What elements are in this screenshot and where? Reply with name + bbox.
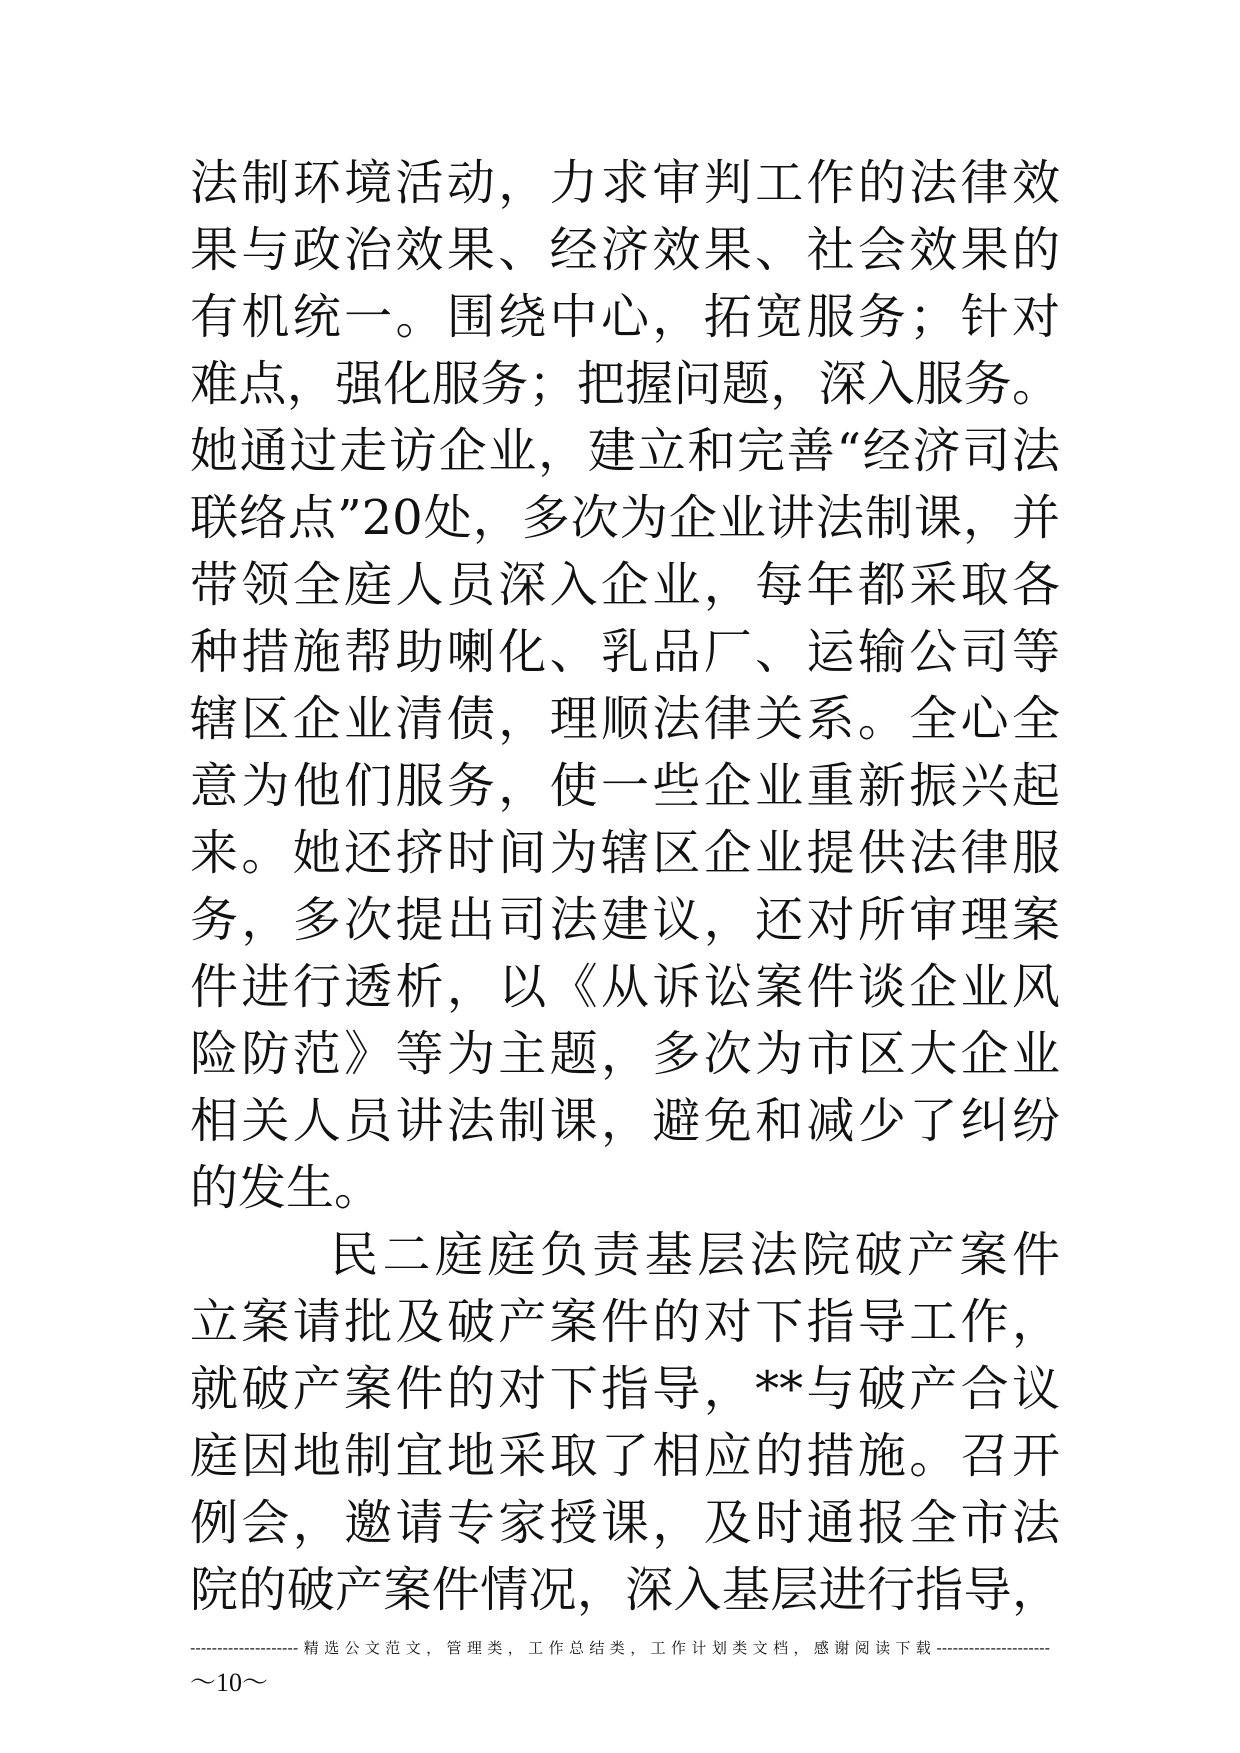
- text-line: 意为他们服务，使一些企业重新振兴起: [190, 758, 1060, 814]
- text-line: 法制环境活动，力求审判工作的法律效: [190, 155, 1060, 211]
- text-line: 来。她还挤时间为辖区企业提供法律服: [190, 825, 1060, 881]
- text-line: 庭因地制宜地采取了相应的措施。召开: [190, 1428, 1060, 1484]
- text-line: 有机统一。围绕中心，拓宽服务；针对: [190, 289, 1060, 345]
- paragraph-start-line: 民二庭庭负责基层法院破产案件: [330, 1227, 1060, 1283]
- footer-text: --------------------精选公文范文，管理类，工作总结类，工作计划类文档，感谢阅读下载---------------------: [190, 1639, 1050, 1657]
- text-line: 件进行透析，以《从诉讼案件谈企业风: [190, 959, 1060, 1015]
- text-line: 果与政治效果、经济效果、社会效果的: [190, 222, 1060, 278]
- body-text: [190, 150, 1060, 1624]
- text-line: 险防范》等为主题，多次为市区大企业: [190, 1026, 1060, 1082]
- text-line: 她通过走访企业，建立和完善“经济司法: [190, 423, 1060, 479]
- text-line: 带领全庭人员深入企业，每年都采取各: [190, 557, 1060, 613]
- text-line: 种措施帮助喇化、乳品厂、运输公司等: [190, 624, 1060, 680]
- text-line: 辖区企业清债，理顺法律关系。全心全: [190, 691, 1060, 747]
- text-line: 就破产案件的对下指导，**与破产合议: [190, 1361, 1060, 1417]
- text-line: 难点，强化服务；把握问题，深入服务。: [190, 356, 1060, 412]
- text-line: 例会，邀请专家授课，及时通报全市法: [190, 1495, 1060, 1551]
- text-line: 院的破产案件情况，深入基层进行指导，: [190, 1562, 1060, 1618]
- text-line: 联络点”20处，多次为企业讲法制课，并: [190, 490, 1060, 546]
- text-line: 务，多次提出司法建议，还对所审理案: [190, 892, 1060, 948]
- page-number: ～10～: [190, 1668, 269, 1697]
- paragraph-end-line: 的发生。: [190, 1160, 383, 1216]
- text-line: 立案请批及破产案件的对下指导工作，: [190, 1294, 1060, 1350]
- text-line: 相关人员讲法制课，避免和减少了纠纷: [190, 1093, 1060, 1149]
